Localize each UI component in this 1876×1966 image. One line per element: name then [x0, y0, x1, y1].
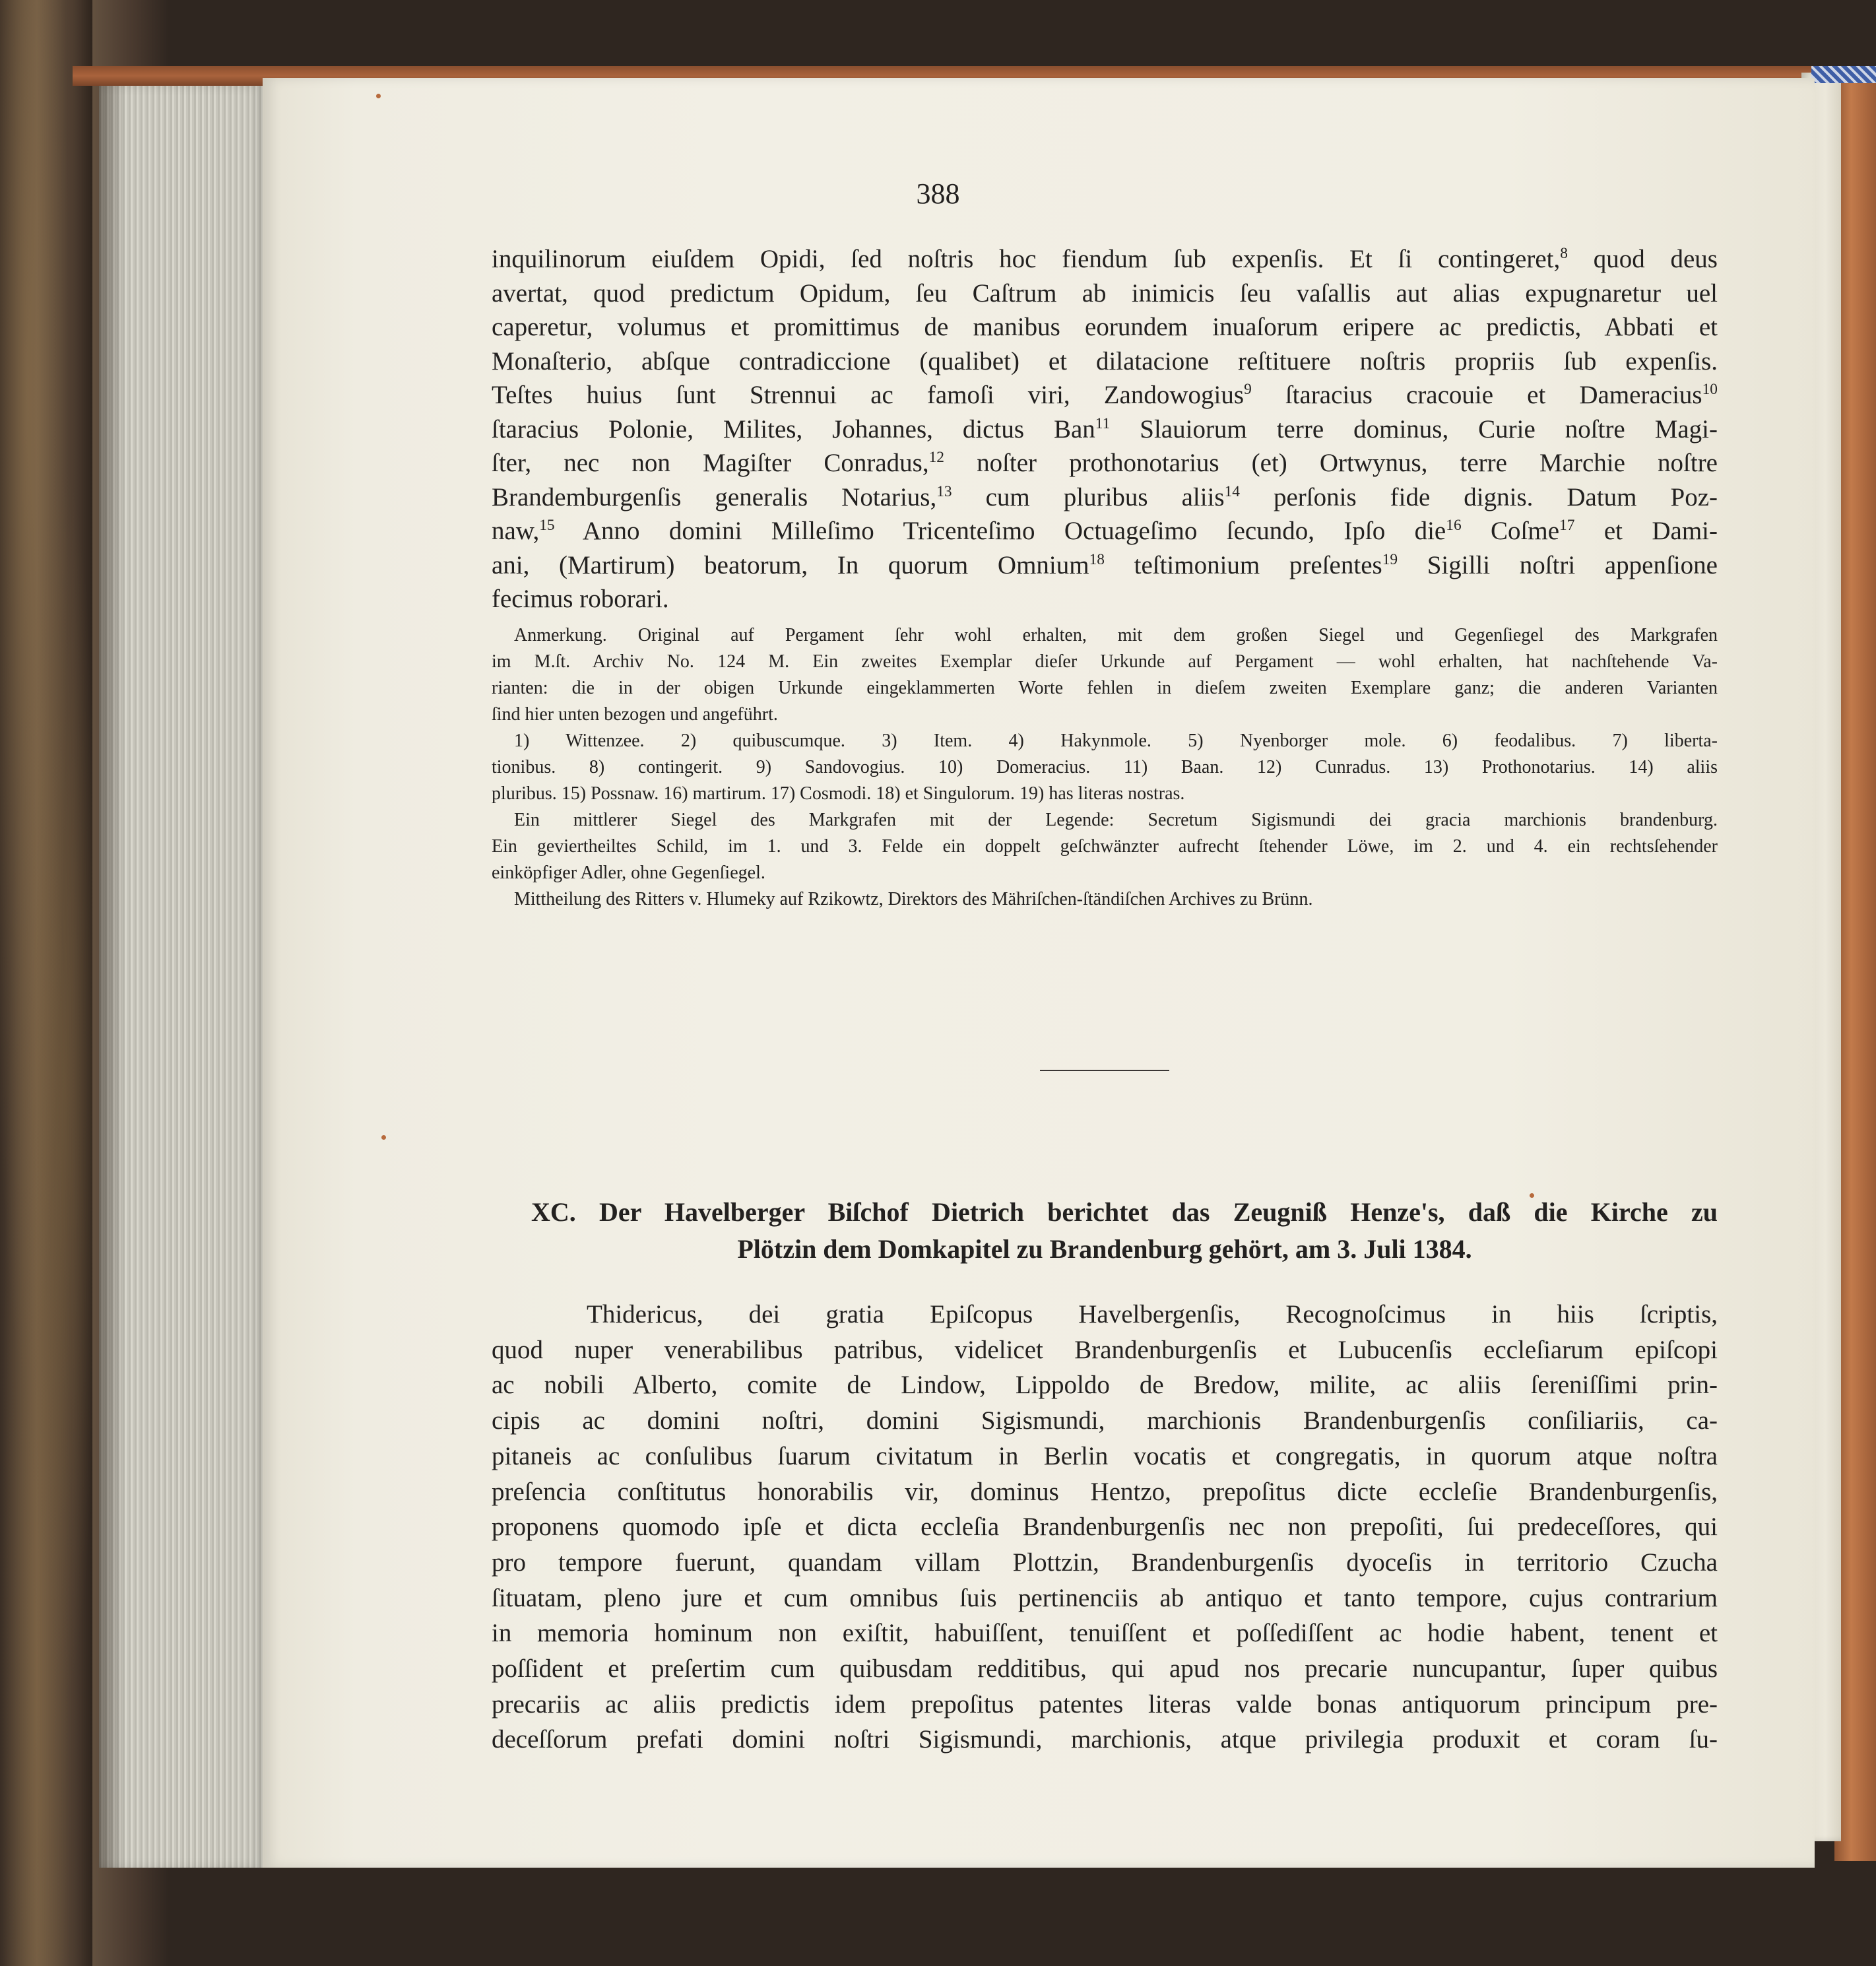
text-block: [492, 242, 1718, 913]
text-line: pro tempore fuerunt, quandam villam Plottzin, Brandenburgenſis dyoceſis in territorio Czucha: [492, 1548, 1718, 1577]
text-line: in memoria hominum non exiſtit, habuiſſent, tenuiſſent et poſſediſſent ac hodie habent, tenent et: [492, 1619, 1718, 1648]
text-line: precariis ac aliis predictis idem prepoſitus patentes literas valde bonas antiquorum principum pre-: [492, 1689, 1718, 1719]
text-line: ſtaracius Polonie, Milites, Johannes, dictus Ban$^{11}$ Slauiorum terre dominus, Curie noſtre Magi-: [492, 414, 1718, 443]
text-line: caperetur, volumus et promittimus de manibus eorundem inuaſorum eripere ac predictis, Abbati et: [492, 313, 1718, 341]
text-line: cipis ac domini noſtri, domini Sigismundi, marchionis Brandenburgenſis conſiliariis, ca-: [492, 1406, 1718, 1435]
text-line: avertat, quod predictum Opidum, ſeu Caſtrum ab inimicis ſeu vaſallis aut alias expugnaretur uel: [492, 279, 1718, 308]
text-line: inquilinorum eiuſdem Opidi, ſed noſtris hoc fiendum ſub expenſis. Et ſi contingeret,$^8$ quod deus: [492, 245, 1718, 273]
note-line: im M.ſt. Archiv No. 124 M. Ein zweites Exemplar dieſer Urkunde auf Pergament — wohl erhalten, hat nachſtehende Va-: [492, 651, 1718, 672]
text-line: preſencia conſtitutus honorabilis vir, dominus Hentzo, prepoſitus dicte eccleſie Brandenburgenſis,: [492, 1477, 1718, 1506]
text-line: fecimus roborari.: [492, 585, 669, 613]
text-line: deceſſorum prefati domini noſtri Sigismundi, marchionis, atque privilegia produxit et coram ſu-: [492, 1725, 1718, 1754]
charter-text: [492, 242, 1718, 616]
text-line: ſituatam, pleno jure et cum omnibus ſuis pertinenciis ab antiquo et tanto tempore, cujus contrarium: [492, 1583, 1718, 1612]
seal-line: einköpfiger Adler, ohne Gegenſiegel.: [492, 862, 765, 883]
note-line: rianten: die in der obigen Urkunde eingeklammerten Worte fehlen in dieſem zweiten Exemplare ganz; die anderen Varianten: [492, 677, 1718, 698]
foxing-spot: [376, 94, 381, 98]
variant-line: 1) Wittenzee. 2) quibuscumque. 3) Item. 4) Hakynmole. 5) Nyenborger mole. 6) feodalibus. 7) liberta-: [514, 730, 1718, 751]
text-line: poſſident et preſertim cum quibusdam redditibus, qui apud nos precarie nuncupantur, ſuper quibus: [492, 1655, 1718, 1684]
text-line: pitaneis ac conſulibus ſuarum civitatum in Berlin vocatis et congregatis, in quorum atque noſtra: [492, 1441, 1718, 1470]
gutter-shadow: [99, 86, 125, 1868]
text-line: quod nuper venerabilibus patribus, videlicet Brandenburgenſis et Lubucenſis eccleſiarum epiſcopi: [492, 1335, 1718, 1364]
text-line: Teſtes huius ſunt Strennui ac famoſi viri, Zandowogius$^9$ ſtaracius cracouie et Dameracius$^{10}$: [492, 381, 1718, 409]
text-line: Monaſterio, abſque contradiccione (qualibet) et dilatacione reſtituere noſtris propriis ſub expenſis.: [492, 346, 1718, 376]
section-divider: [1040, 1070, 1169, 1071]
text-line: ſter, nec non Magiſter Conradus,$^{12}$ noſter prothonotarius (et) Ortwynus, terre Marchie noſtre: [492, 449, 1718, 477]
text-line: naw,$^{15}$ Anno domini Milleſimo Tricenteſimo Octuageſimo ſecundo, Ipſo die$^{16}$ Coſme$^{17}$ et Dami-: [492, 517, 1718, 545]
text-line: Brandemburgenſis generalis Notarius,$^{13}$ cum pluribus aliis$^{14}$ perſonis fide dignis. Datum Poz-: [492, 482, 1718, 511]
seal-line: Ein geviertheiltes Schild, im 1. und 3. Felde ein doppelt geſchwänzter aufrecht ſtehender Löwe, im 2. und 4. ein rechtsſehender: [492, 836, 1718, 857]
document-heading: [492, 1194, 1718, 1268]
cloth-marker: [1811, 66, 1876, 83]
document-text: [492, 1297, 1718, 1757]
annotation-notes: [492, 622, 1718, 913]
source-credit-line: Mittheilung des Ritters v. Hlumeky auf Rzikowtz, Direktors des Mähriſchen-ſtändiſchen Archives zu Brünn.: [514, 888, 1313, 909]
foxing-spot: [381, 1135, 386, 1140]
heading-line: Plötzin dem Domkapitel zu Brandenburg gehört, am 3. Juli 1384.: [737, 1234, 1472, 1264]
text-line: ani, (Martirum) beatorum, In quorum Omnium$^{18}$ teſtimonium preſentes$^{19}$ Sigilli noſtri appenſione: [492, 550, 1718, 579]
note-line: Anmerkung. Original auf Pergament ſehr wohl erhalten, mit dem großen Siegel und Gegenſiegel des Markgrafen: [514, 624, 1718, 645]
text-line: ac nobili Alberto, comite de Lindow, Lippoldo de Bredow, milite, ac aliis ſereniſſimi prin-: [492, 1371, 1718, 1400]
page-number: 388: [916, 178, 960, 210]
heading-line: XC. Der Havelberger Biſchof Dietrich berichtet das Zeugniß Henze's, daß die Kirche zu: [531, 1197, 1718, 1227]
note-line: ſind hier unten bezogen und angeführt.: [492, 704, 778, 725]
variant-line: tionibus. 8) contingerit. 9) Sandovogius. 10) Domeracius. 11) Baan. 12) Cunradus. 13) Prothonotarius. 14) aliis: [492, 756, 1718, 777]
text-line: Thidericus, dei gratia Epiſcopus Havelbergenſis, Recognoſcimus in hiis ſcriptis,: [587, 1300, 1718, 1328]
variant-line: pluribus. 15) Possnaw. 16) martirum. 17) Cosmodi. 18) et Singulorum. 19) has literas nostras.: [492, 783, 1185, 804]
seal-line: Ein mittlerer Siegel des Markgrafen mit der Legende: Secretum Sigismundi dei gracia marchionis brandenburg.: [514, 809, 1718, 830]
marbled-book-edge: [0, 0, 92, 1966]
text-line: proponens quomodo ipſe et dicta eccleſia Brandenburgenſis nec non prepoſiti, ſui predeceſſores, qui: [492, 1513, 1718, 1542]
